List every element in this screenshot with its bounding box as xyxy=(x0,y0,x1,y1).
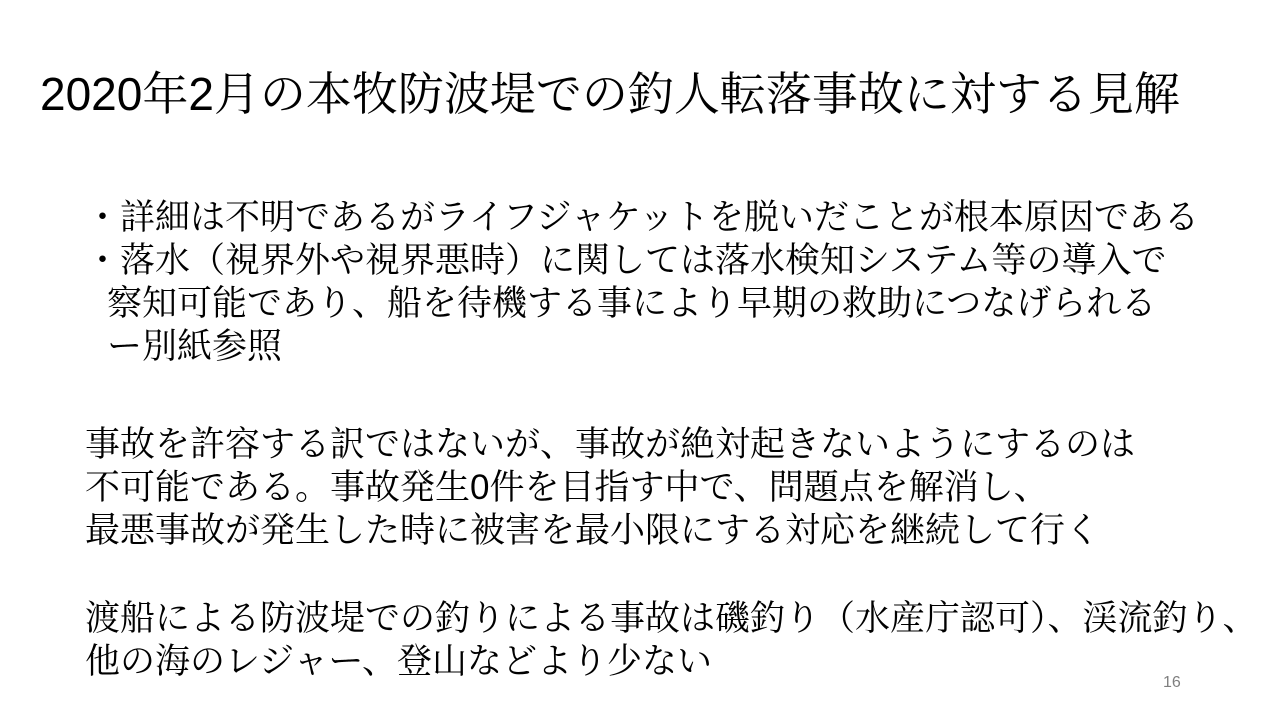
bullet-line-root-cause: ・詳細は不明であるがライフジャケットを脱いだことが根本原因である xyxy=(85,198,1200,237)
paragraph-line: 他の海のレジャー、登山などより少ない xyxy=(85,642,713,681)
slide-title: 2020年2月の本牧防波堤での釣人転落事故に対する見解 xyxy=(40,68,1180,120)
paragraph-line: 最悪事故が発生した時に被害を最小限にする対応を継続して行く xyxy=(85,511,1101,550)
continuation-line-see-attachment: ー別紙参照 xyxy=(107,327,283,366)
paragraph-block-accident-comparison xyxy=(85,597,1258,683)
continuation-line-early-rescue: 察知可能であり、船を待機する事により早期の救助につなげられる xyxy=(107,284,1157,323)
paragraph-line: 事故を許容する訳ではないが、事故が絶対起きないようにするのは xyxy=(85,425,1136,464)
bullet-line-detection-system: ・落水（視界外や視界悪時）に関しては落水検知システム等の導入で xyxy=(85,241,1167,280)
bullet-block-cause-and-detection xyxy=(85,196,1199,368)
page-number: 16 xyxy=(1163,674,1181,691)
paragraph-block-zero-accident-goal xyxy=(85,423,1135,552)
paragraph-line: 不可能である。事故発生0件を目指す中で、問題点を解消し、 xyxy=(85,468,1049,507)
paragraph-line: 渡船による防波堤での釣りによる事故は磯釣り（水産庁認可）、渓流釣り、 xyxy=(85,599,1258,638)
